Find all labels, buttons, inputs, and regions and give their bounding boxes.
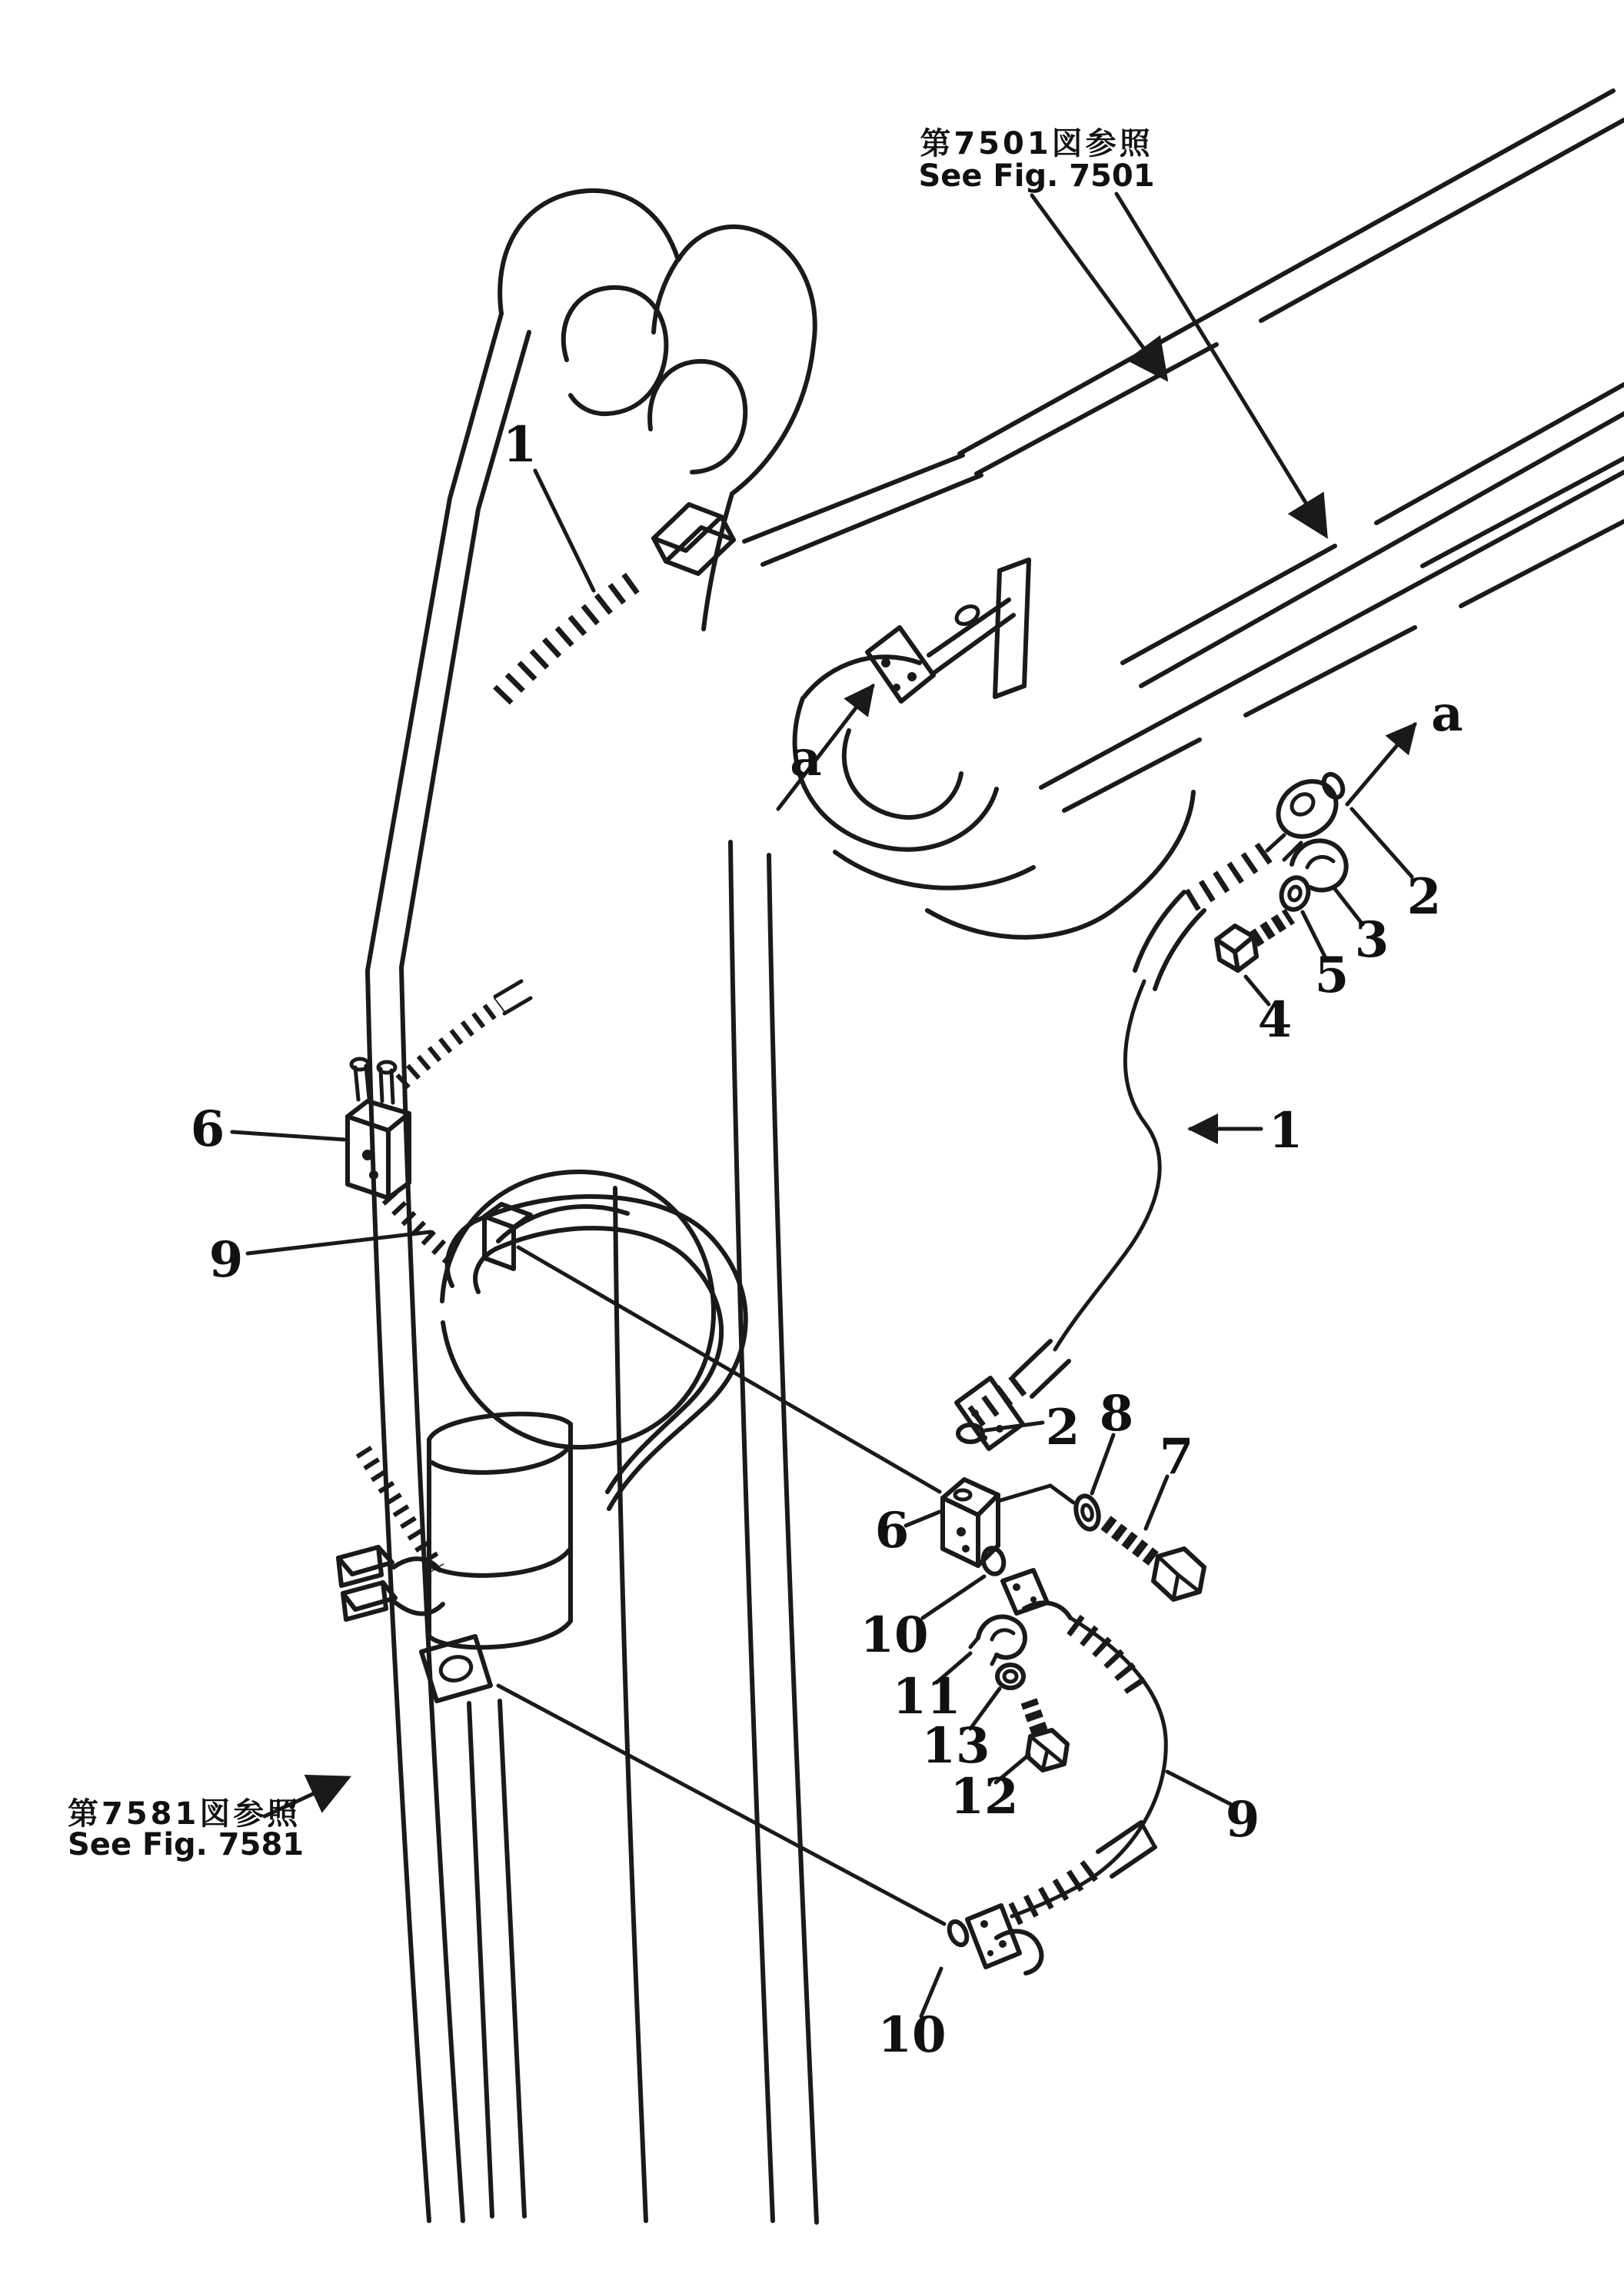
ref-7501-jp: 第7501図参照 [920, 126, 1153, 161]
boom-structure [744, 91, 1624, 810]
callout-part-3: 3 [1354, 911, 1389, 969]
callout-part-9-exploded: 9 [1225, 1791, 1260, 1849]
callout-part-9-installed: 9 [208, 1231, 244, 1289]
arm-clevis [500, 191, 815, 494]
callout-part-6-exploded: 6 [874, 1502, 910, 1559]
figure-references [68, 126, 1155, 1862]
ref-7581-jp: 第7581図参照 [68, 1796, 301, 1832]
callout-part-4: 4 [1257, 991, 1293, 1049]
callout-part-2-right: 2 [1406, 868, 1442, 926]
arm-top-clamp-assembly [501, 504, 734, 697]
boom-flange-bolt-assembly [867, 560, 1029, 701]
arm-body [368, 314, 817, 2222]
callout-view-a-left: a [790, 730, 822, 787]
callout-part-1-exploded: 1 [1268, 1102, 1303, 1160]
callout-part-5: 5 [1314, 947, 1349, 1004]
callout-part-7: 7 [1159, 1428, 1194, 1486]
callout-part-6-installed: 6 [190, 1100, 225, 1158]
ref-7501-en: See Fig. 7501 [918, 158, 1155, 194]
callout-part-8: 8 [1099, 1385, 1134, 1443]
callout-view-a-right: a [1431, 685, 1463, 743]
callout-part-10-bottom: 10 [877, 2006, 947, 2064]
callout-part-13: 13 [921, 1717, 990, 1775]
callout-part-2-middle: 2 [1045, 1399, 1080, 1456]
callout-part-10-middle: 10 [860, 1606, 929, 1664]
leader-lines [232, 194, 1415, 2016]
callout-part-11: 11 [892, 1668, 961, 1726]
callout-part-12: 12 [950, 1768, 1019, 1826]
boom-foot-pivot [795, 657, 1193, 937]
ref-7581-en: See Fig. 7581 [68, 1827, 304, 1862]
callout-part-1-installed: 1 [502, 416, 537, 474]
